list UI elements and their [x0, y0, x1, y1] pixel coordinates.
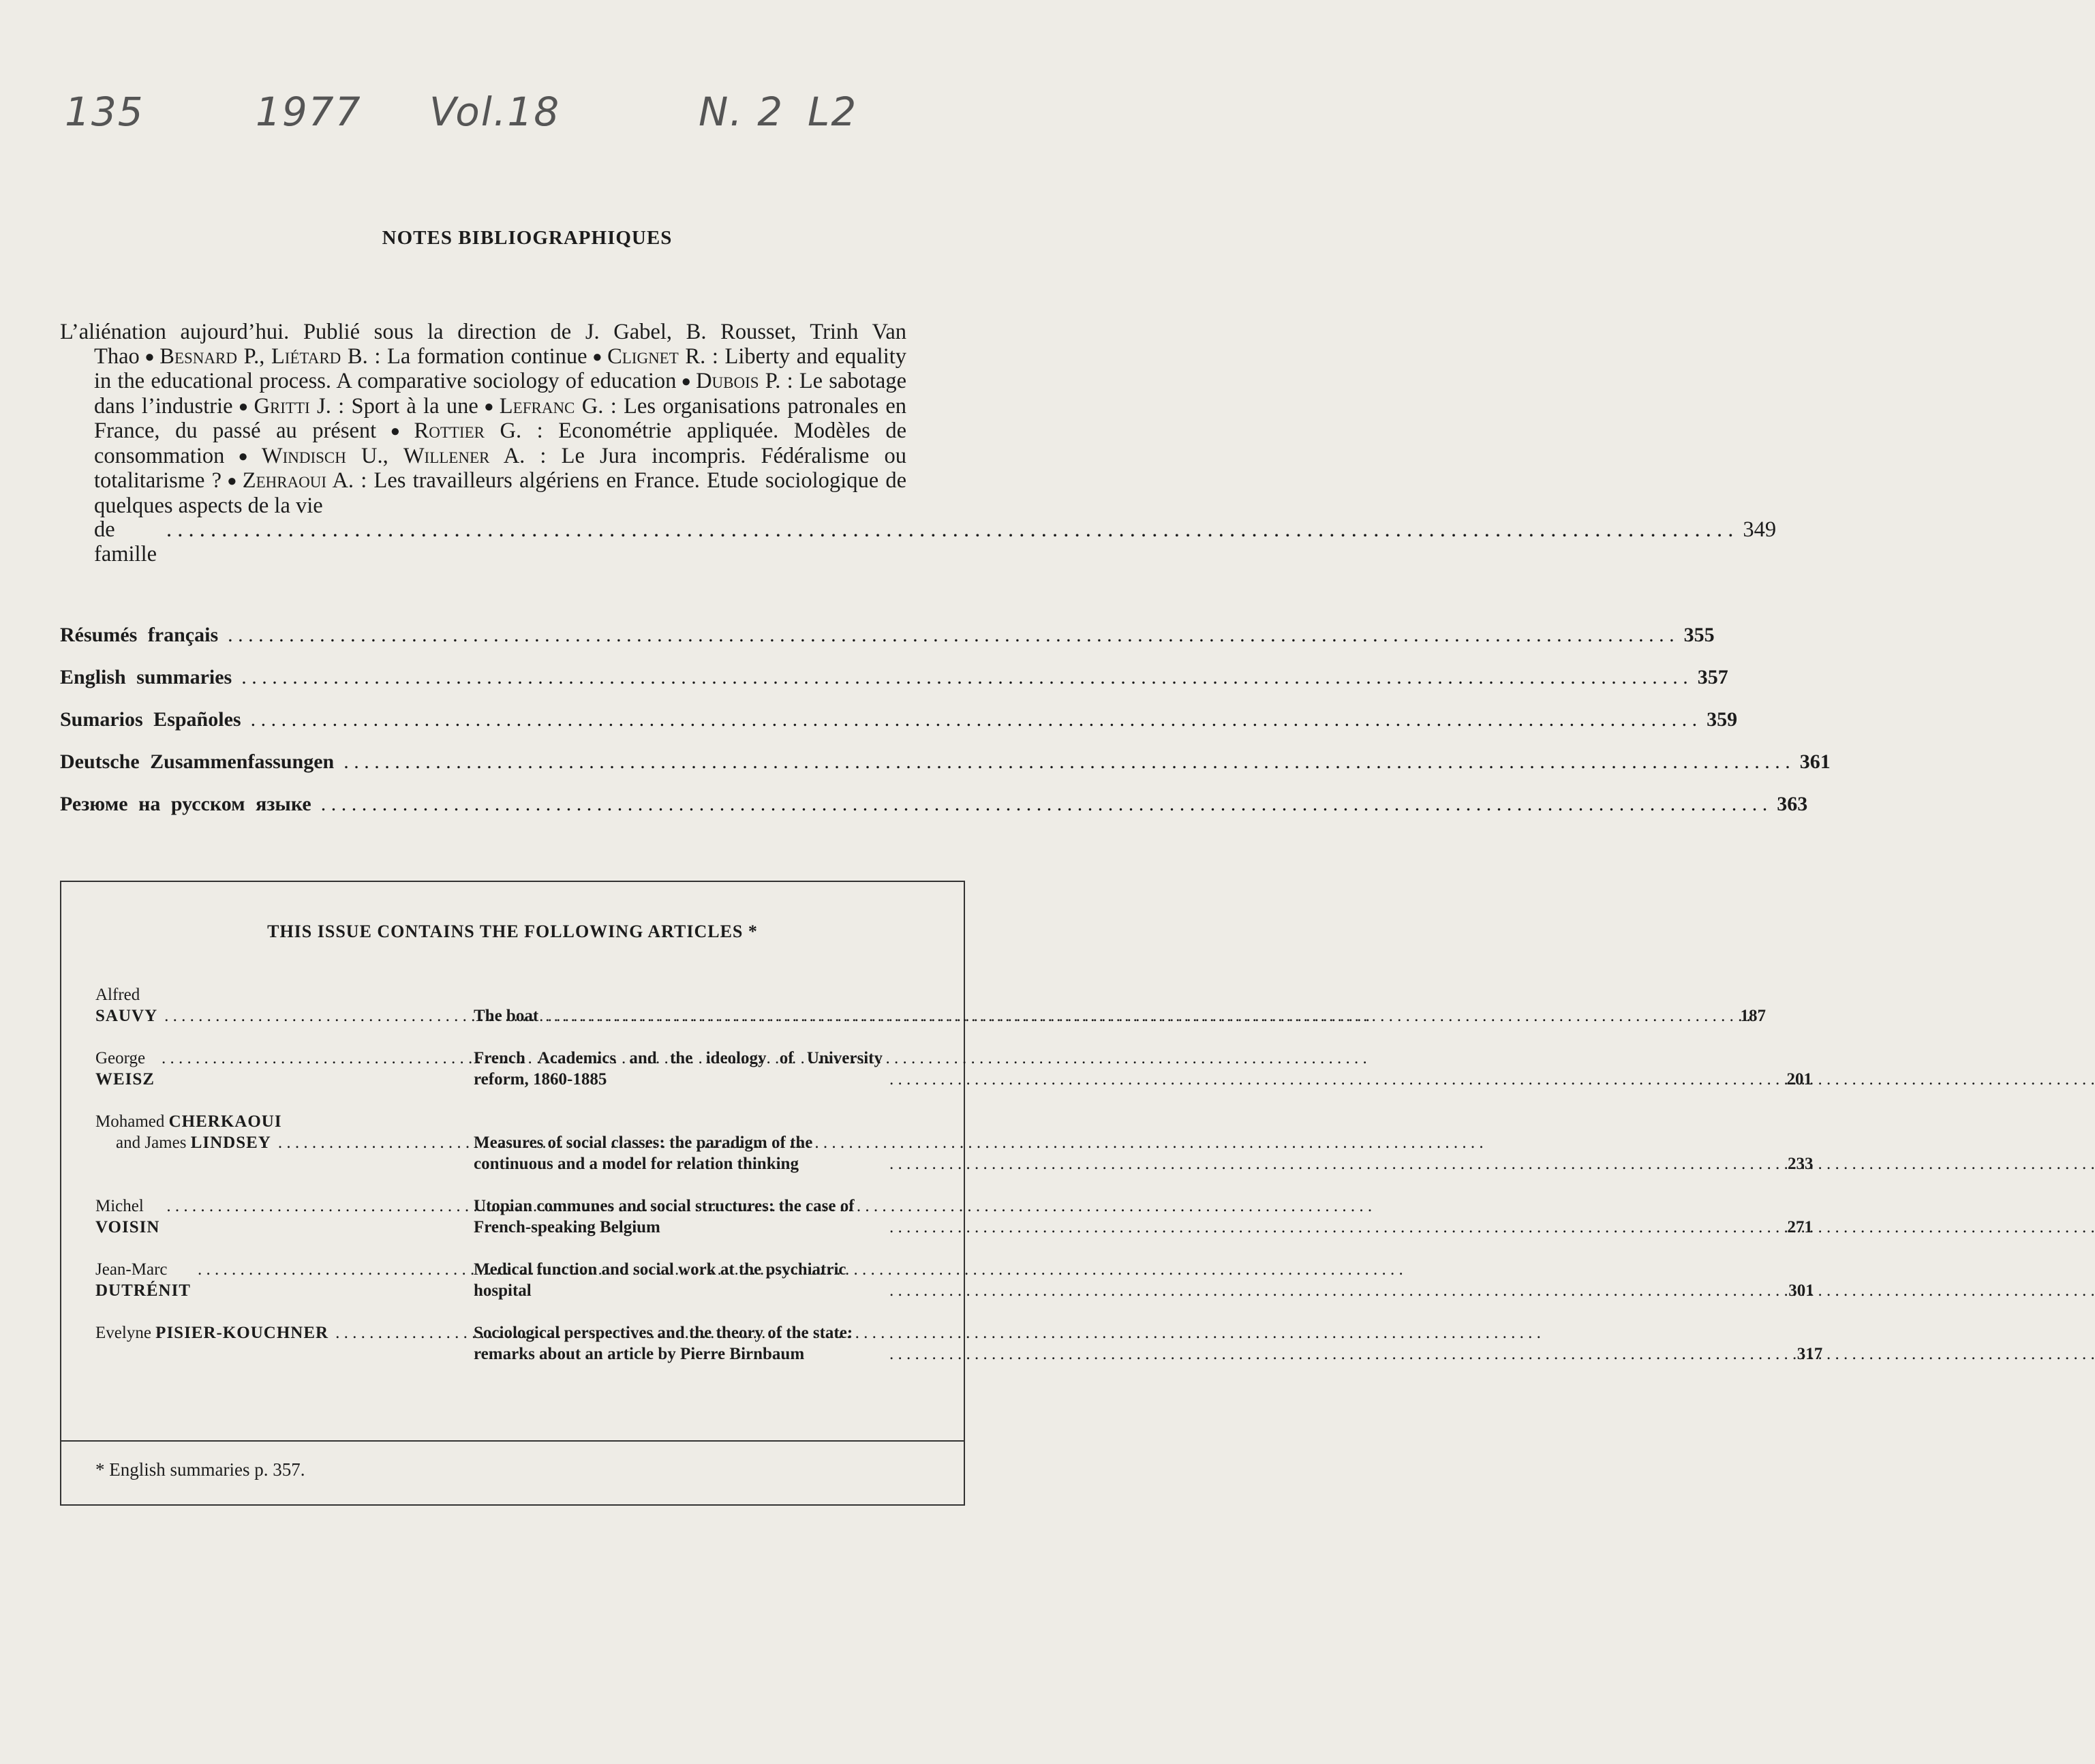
page-number: 359	[1707, 708, 1738, 731]
article-author: Jean-Marc DUTRÉNIT . . .	[95, 1259, 474, 1301]
handwritten-issue: N. 2	[699, 89, 784, 135]
notes-title: NOTES BIBLIOGRAPHIQUES	[382, 227, 673, 249]
article-title: Sociological perspectives and the theory of the state: remarks about an article by Pierre Birnbaum . . . 317	[474, 1322, 1822, 1365]
summary-row	[60, 624, 1715, 666]
page-number: 271	[1787, 1218, 1813, 1236]
summary-row	[60, 750, 1831, 793]
dot-leader	[889, 1069, 1764, 1090]
summaries-list	[60, 624, 1831, 835]
bullet-icon: ●	[680, 373, 692, 391]
bullet-icon: ●	[482, 397, 495, 416]
page-number: 317	[1796, 1345, 1823, 1363]
biblio-paragraph: L’aliénation aujourd’hui. Publié sous la direction de J. Gabel, B. Rousset, Trinh Van Thao ● Besnard P., Liétard B. : La formation continue ● Clignet R. : Liberty and equality in the educational process. A comparative sociology of education ● Dubois P. : Le sabotage dans l’industrie ● Gritti J. : Sport à la une ● Lefranc G. : Les organisations patronales en France, du passé au présent ● Rottier G. : Econométrie appliquée. Modèles de consommation ● Windisch U., Willener A. : Le Jura incompris. Fédéralisme ou totalitarisme ? ● Zehraoui A. : Les travailleurs algériens en France. Etude sociologique de quelques aspects de la vie	[60, 320, 907, 518]
article-author: George WEISZ . . .	[95, 1048, 474, 1090]
page-number: 301	[1788, 1281, 1814, 1300]
summary-row	[60, 666, 1728, 708]
article-title: French Academics and the ideology of University reform, 1860-1885 . . . 201	[474, 1048, 1812, 1090]
dot-leader	[889, 1153, 1765, 1174]
summary-label: Резюме на русском языке	[60, 793, 311, 815]
dot-leader	[321, 793, 1768, 816]
bullet-icon: ●	[143, 348, 156, 366]
article-entry	[95, 1048, 1812, 1090]
articles-list	[95, 984, 1823, 1386]
article-entry	[95, 984, 1766, 1027]
article-title: Measures of social classes: the paradigm of the continuous and a model for relation thinking . . . 233	[474, 1111, 1813, 1174]
dot-leader	[889, 1217, 1765, 1238]
dot-leader	[166, 518, 1733, 566]
dot-leader	[889, 1280, 1767, 1301]
dot-leader	[228, 624, 1675, 647]
page-number: 233	[1787, 1155, 1814, 1173]
bullet-icon: ●	[228, 447, 258, 466]
page-number: 187	[1740, 1007, 1766, 1025]
dot-leader	[545, 1005, 1718, 1027]
dot-leader	[889, 1343, 1775, 1365]
summary-label: Résumés français	[60, 624, 219, 646]
box-divider	[61, 1440, 964, 1442]
summary-row	[60, 793, 1808, 835]
article-title: Utopian communes and social structures: the case of French-speaking Belgium . . . 271	[474, 1196, 1813, 1238]
page-number: 355	[1683, 624, 1715, 646]
articles-box	[60, 881, 1823, 1506]
bullet-icon: ●	[380, 423, 410, 440]
handwritten-mark: L2	[808, 89, 858, 135]
box-title: THIS ISSUE CONTAINS THE FOLLOWING ARTICLES *	[267, 922, 758, 941]
summary-label: Deutsche Zusammenfassungen	[60, 750, 335, 773]
article-author: Michel VOISIN . . .	[95, 1196, 474, 1238]
summary-label: Sumarios Españoles	[60, 708, 241, 731]
biblio-last-line: de famille . . . 349	[60, 518, 906, 566]
article-title: Medical function and social work at the psychiatric hospital . . . 301	[474, 1259, 1814, 1301]
dot-leader	[343, 750, 1790, 774]
footnote: * English summaries p. 357.	[95, 1459, 305, 1480]
summary-label: English summaries	[60, 666, 232, 688]
article-author: Mohamed CHERKAOUI and James LINDSEY . . .	[95, 1111, 474, 1174]
page-number: 349	[1743, 517, 1777, 542]
dot-leader	[251, 708, 1698, 731]
bullet-icon: ●	[226, 472, 239, 490]
bibliographic-notes	[60, 320, 1777, 566]
handwritten-number: 135	[65, 89, 144, 135]
article-entry	[95, 1196, 1813, 1238]
page-number: 363	[1777, 793, 1808, 815]
handwritten-year: 1977	[256, 89, 362, 135]
handwritten-volume: Vol.18	[429, 89, 561, 135]
article-author: Evelyne PISIER-KOUCHNER . . .	[95, 1322, 474, 1365]
article-entry	[95, 1322, 1823, 1365]
bullet-icon: ●	[236, 397, 250, 416]
page-number: 357	[1697, 666, 1728, 688]
article-author: Alfred SAUVY . . .	[95, 984, 474, 1027]
summary-row	[60, 708, 1738, 750]
dot-leader	[241, 666, 1688, 689]
article-entry	[95, 1111, 1814, 1174]
bullet-icon: ●	[591, 348, 604, 366]
page-number: 361	[1799, 750, 1831, 773]
article-title: The boat . . . 187	[474, 984, 1766, 1027]
page-number: 201	[1786, 1070, 1812, 1089]
article-entry	[95, 1259, 1814, 1301]
